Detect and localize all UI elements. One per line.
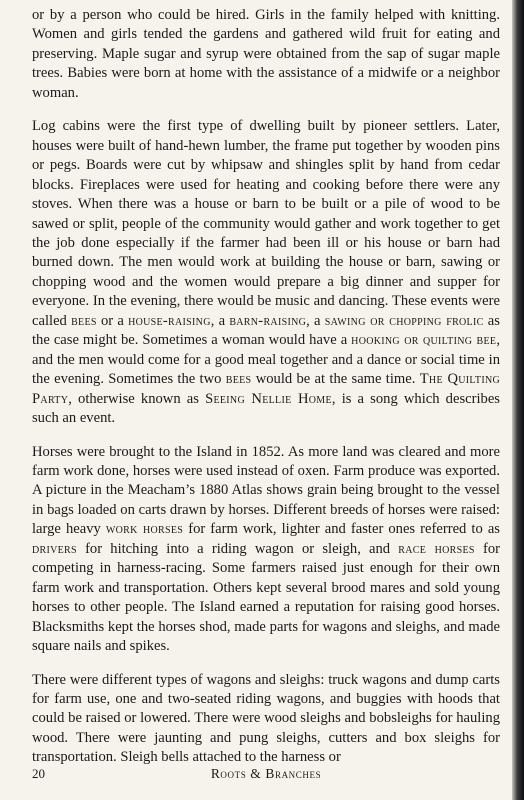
- small-caps-term: hooking or quilting bee: [351, 332, 497, 349]
- song-title: The Quilting Party: [32, 371, 501, 407]
- song-title: Seeing Nellie Home: [205, 390, 332, 407]
- small-caps-term: work horses: [105, 521, 184, 538]
- running-head: Roots & Branches: [210, 766, 322, 781]
- small-caps-term: drivers: [32, 540, 77, 557]
- text-run: would be at the same time.: [251, 371, 420, 388]
- text-run: for hitching into a riding wagon or sleigh, and: [76, 540, 399, 557]
- paragraph-3: [32, 443, 500, 657]
- text-run: , and the men would come for a good meal together and a dance or social time in the evening. Sometimes the two: [32, 332, 500, 388]
- text-run: as the case might be. Sometimes a woman would have a: [32, 312, 500, 349]
- small-caps-term: race horses: [398, 540, 475, 557]
- text-run: , a: [306, 312, 325, 329]
- small-caps-term: bees: [225, 371, 252, 388]
- page-footer: [32, 766, 500, 786]
- text-run: , is a song which describes such an event.: [32, 390, 500, 427]
- small-caps-term: house-raising: [128, 312, 211, 329]
- paragraph-1: or by a person who could be hired. Girls in the family helped with knitting. Women and girls tended the gardens and gathered wild fruit for eating and preserving. Maple sugar and syrup were obtained from the sap of sugar maple trees. Babies were born at home with the assistance of a midwife or a neighbor woman.: [32, 7, 500, 101]
- body-text: [32, 6, 500, 782]
- text-run: for competing in harness-racing. Some farmers raised just enough for their own farm work and transportation. Others kept several brood mares and sold young horses to other people. The Island earned a reputation for raising good horses. Blacksmiths kept the horses shod, made parts for wagons and sleighs, and made square nails and spikes.: [32, 540, 500, 655]
- text-run: or a: [96, 312, 129, 329]
- text-run: for farm work, lighter and faster ones referred to as: [183, 521, 500, 538]
- text-run: , a: [210, 312, 230, 329]
- small-caps-term: bees: [71, 312, 97, 329]
- small-caps-term: sawing or chopping frolic: [324, 312, 484, 329]
- paragraph-2: [32, 117, 500, 428]
- text-run: Horses were brought to the Island in 1852. As more land was cleared and more farm work done, horses were used instead of oxen. Farm produce was exported. A picture in the Meacham’s 1880 Atlas shows grain being brought to the vessel in bags loaded on carts drawn by horses. Different breeds of horses were raised: large heavy: [32, 443, 500, 538]
- small-caps-term: barn-raising: [229, 312, 307, 329]
- paragraph-4: There were different types of wagons and sleighs: truck wagons and dump carts for farm use, one and two-seated riding wagons, and buggies with hoods that could be raised or lowered. There were wood sleighs and bobsleighs for hauling wood. There were jaunting and pung sleighs, cutters and box sleighs for transportation. Sleigh bells attached to the harness or: [32, 671, 500, 766]
- page-number: 20: [32, 766, 45, 781]
- text-run: Log cabins were the first type of dwelling built by pioneer settlers. Later, houses were built of hand-hewn lumber, the frame put together by wooden pins or pegs. Boards were cut by whipsaw and shingles split by hand from cedar blocks. Fireplaces were used for heating and cooking before there were any stoves. When there was a house or barn to be built or a pile of wood to be sawed or split, people of the community would gather and work together to get the job done especially if the farmer had been ill or his house or barn had burned down. The men would work at building the house or barn, sawing or chopping wood and the women would prepare a big dinner and supper for everyone. In the evening, there would be music and dancing. These events were called: [32, 118, 500, 329]
- text-run: , otherwise known as: [68, 390, 206, 407]
- page-edge-shadow: [512, 0, 524, 800]
